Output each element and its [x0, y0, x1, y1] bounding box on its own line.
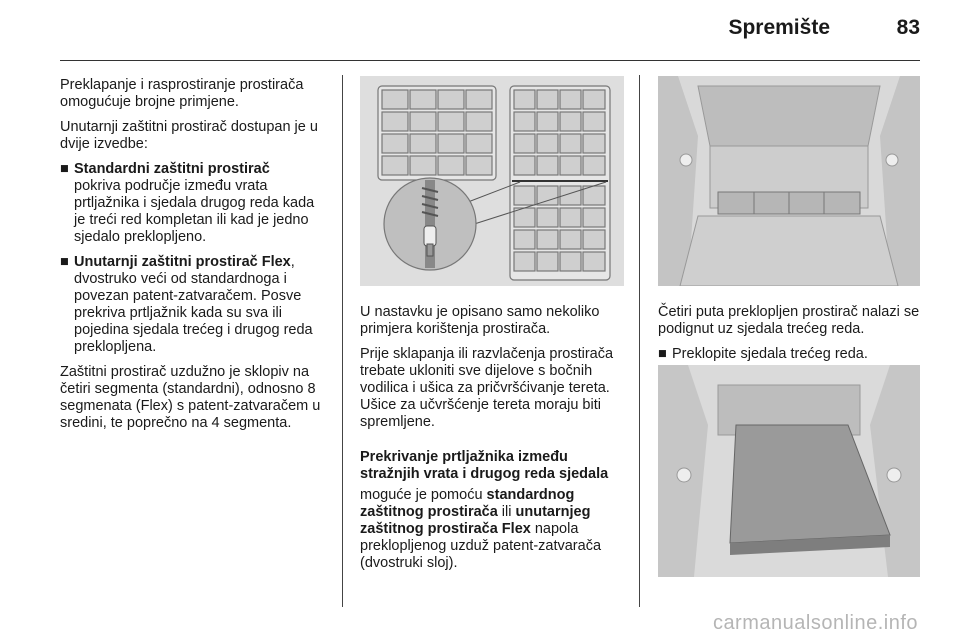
- header-rule: [60, 60, 920, 61]
- trunk-illustration: [658, 76, 920, 286]
- column-divider: [639, 75, 640, 607]
- paragraph: Četiri puta preklopljen prostirač nalazi se podignut uz sjedala trećeg reda.: [658, 304, 920, 337]
- bold-term: unutarnjeg zaštitnog prostirača Flex: [360, 504, 591, 537]
- column-divider: [342, 75, 343, 607]
- list-item-text: , dvostruko veći od standardnoga i povezan patent-zatvaračem. Posve prekriva prtljažnik kada su sva ili pojedina sjedala trećeg i drugog reda preklopljena.: [74, 254, 313, 355]
- page-title: Spremište: [728, 16, 830, 39]
- section-heading: Prekrivanje prtljažnika između stražnjih vrata i drugog reda sjedala: [360, 449, 609, 482]
- paragraph: Prije sklapanja ili razvlačenja prostirača trebate ukloniti sve dijelove s bočnih vodilica i ušica za pričvršćivanje tereta. Ušice za učvršćenje tereta moraju biti spremljene.: [360, 346, 614, 430]
- list-item: [658, 346, 926, 363]
- bullet-icon: ■: [658, 346, 667, 362]
- paragraph: Preklapanje i rasprostiranje prostirača omogućuje brojne primjene.: [60, 77, 304, 110]
- list-item-text: Preklopite sjedala trećeg reda.: [672, 346, 868, 362]
- bold-term: standardnog zaštitnog prostirača: [360, 487, 575, 520]
- text-run: moguće je pomoću: [360, 487, 487, 503]
- watermark: carmanualsonline.info: [712, 612, 918, 634]
- text-run: ili: [497, 504, 516, 520]
- paragraph: U nastavku je opisano samo nekoliko primjera korištenja prostirača.: [360, 304, 600, 337]
- paragraph: Zaštitni prostirač uzdužno je sklopiv na četiri segmenta (standardni), odnosno 8 segmenata (Flex) s patent-zatvaračem u sredini, te poprečno na 4 segmenta.: [60, 364, 321, 431]
- list-item: [60, 254, 328, 356]
- list-item-text: pokriva područje između vrata prtljažnika i sjedala drugog reda kada je treći red kompletan ili kad je jedno sjedalo preklopljeno.: [74, 178, 315, 245]
- paragraph: [360, 487, 628, 572]
- figure-trunk-folded: [658, 76, 920, 286]
- list-item: [60, 161, 328, 246]
- column-2: [360, 304, 628, 580]
- trunk-spread-illustration: [658, 365, 920, 577]
- bullet-icon: ■: [60, 161, 69, 177]
- bold-term: Standardni zaštitni prostirač: [74, 161, 270, 177]
- mat-illustration: [360, 76, 624, 286]
- page-number: 83: [896, 16, 920, 39]
- column-3: [658, 304, 926, 371]
- text-run: napola preklopljenog uzduž patent-zatvarača (dvostruki sloj).: [360, 521, 602, 571]
- column-1: [60, 77, 328, 440]
- paragraph: Unutarnji zaštitni prostirač dostupan je u dvije izvedbe:: [60, 119, 318, 152]
- figure-mat-segments: [360, 76, 624, 286]
- bold-term: Unutarnji zaštitni prostirač Flex: [74, 254, 291, 270]
- bullet-icon: ■: [60, 254, 69, 270]
- figure-trunk-spread: [658, 365, 920, 577]
